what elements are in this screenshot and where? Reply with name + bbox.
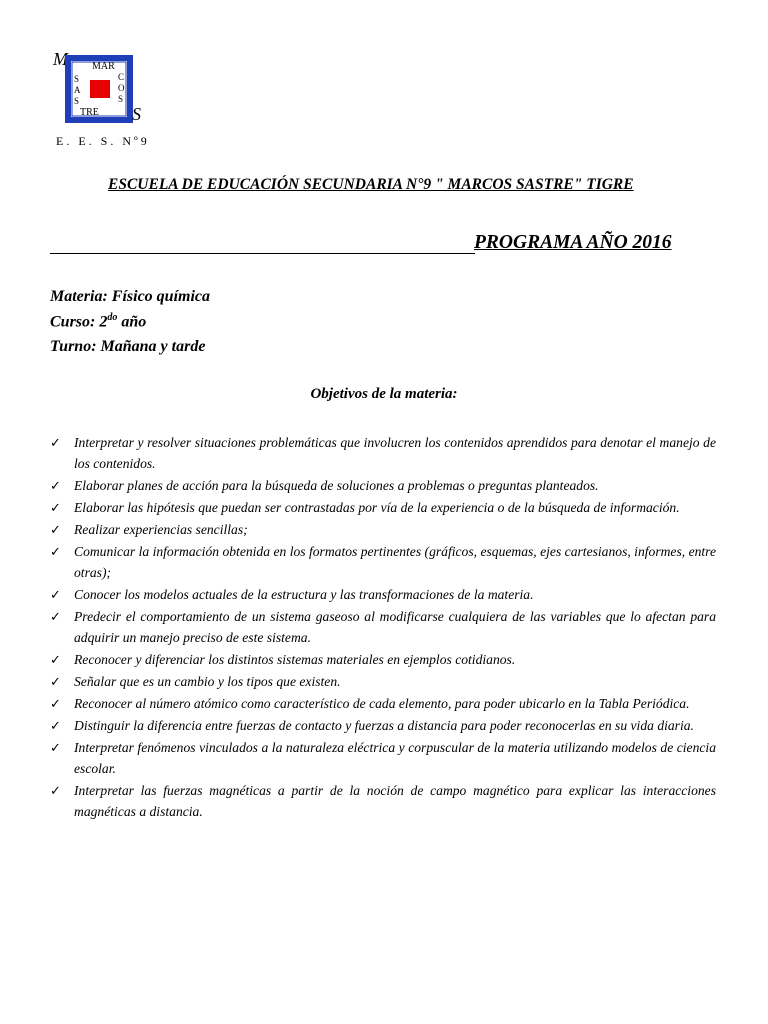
shift-line: Turno: Mañana y tarde: [50, 338, 206, 355]
logo-text-top: MAR: [92, 61, 115, 72]
list-item: [50, 497, 716, 518]
course-label: Curso: 2: [50, 313, 108, 331]
subject-line: Materia: Físico química: [50, 288, 210, 305]
objective-text: Realizar experiencias sencillas;: [74, 522, 248, 537]
list-item: [50, 649, 716, 670]
objectives-list: [50, 432, 716, 823]
logo-center-square: [90, 80, 110, 98]
check-icon: ✓: [50, 674, 61, 689]
check-icon: ✓: [50, 478, 61, 493]
course-ordinal: do: [107, 312, 118, 323]
objective-text: Señalar que es un cambio y los tipos que existen.: [74, 674, 341, 689]
check-icon: ✓: [50, 696, 61, 711]
check-icon: ✓: [50, 587, 61, 602]
objective-text: Predecir el comportamiento de un sistema gaseoso al modificarse cualquiera de las variables que lo afectan para adquirir un manejo preciso de este sistema.: [74, 609, 716, 645]
course-line: [50, 312, 146, 331]
objective-text: Distinguir la diferencia entre fuerzas de contacto y fuerzas a distancia para poder reconocerlas en su vida diaria.: [74, 718, 694, 733]
list-item: [50, 475, 716, 496]
program-title: PROGRAMA AÑO 2016: [474, 232, 672, 253]
objective-text: Interpretar fenómenos vinculados a la naturaleza eléctrica y corpuscular de la materia utilizando modelos de ciencia escolar.: [74, 740, 716, 776]
check-icon: ✓: [50, 522, 61, 537]
logo-text-left: S A S: [74, 74, 81, 106]
objectives-heading: Objetivos de la materia:: [310, 386, 458, 402]
list-item: [50, 780, 716, 822]
logo-caption: E. E. S. Nº9: [56, 134, 150, 148]
list-item: [50, 606, 716, 648]
check-icon: ✓: [50, 609, 61, 624]
list-item: [50, 584, 716, 605]
check-icon: ✓: [50, 435, 61, 450]
objective-text: Comunicar la información obtenida en los formatos pertinentes (gráficos, esquemas, ejes cartesianos, informes, entre otras);: [74, 544, 716, 580]
list-item: [50, 671, 716, 692]
list-item: [50, 693, 716, 714]
logo-letter-s: S: [132, 104, 141, 124]
objective-text: Reconocer al número atómico como característico de cada elemento, para poder ubicarlo en la Tabla Periódica.: [74, 696, 690, 711]
check-icon: ✓: [50, 500, 61, 515]
objective-text: Reconocer y diferenciar los distintos sistemas materiales en ejemplos cotidianos.: [74, 652, 516, 667]
list-item: [50, 737, 716, 779]
objective-text: Elaborar planes de acción para la búsqueda de soluciones a problemas o preguntas planteados.: [74, 478, 599, 493]
logo-text-bottom: TRE: [80, 107, 99, 118]
objective-text: Interpretar y resolver situaciones problemáticas que involucren los contenidos aprendidos para denotar el manejo de los contenidos.: [74, 435, 716, 471]
school-title: ESCUELA DE EDUCACIÓN SECUNDARIA N°9 " MARCOS SASTRE" TIGRE: [108, 176, 634, 193]
list-item: [50, 541, 716, 583]
objective-text: Interpretar las fuerzas magnéticas a partir de la noción de campo magnético para explicar las interacciones magnéticas a distancia.: [74, 783, 716, 819]
logo-text-right: C O S: [118, 72, 125, 104]
check-icon: ✓: [50, 652, 61, 667]
objective-text: Conocer los modelos actuales de la estructura y las transformaciones de la materia.: [74, 587, 534, 602]
logo-letter-m: M: [53, 50, 68, 69]
check-icon: ✓: [50, 740, 61, 755]
title-rule: [50, 253, 475, 254]
course-suffix: año: [117, 313, 147, 331]
check-icon: ✓: [50, 718, 61, 733]
list-item: [50, 519, 716, 540]
check-icon: ✓: [50, 783, 61, 798]
check-icon: ✓: [50, 544, 61, 559]
objective-text: Elaborar las hipótesis que puedan ser contrastadas por vía de la experiencia o de la búsqueda de información.: [74, 500, 680, 515]
list-item: [50, 715, 716, 736]
list-item: [50, 432, 716, 474]
